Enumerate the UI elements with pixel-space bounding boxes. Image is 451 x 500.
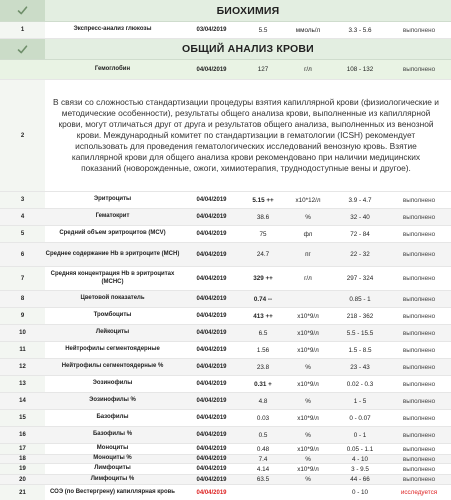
test-name: Цветовой показатель [80,295,145,302]
test-date: 04/04/2019 [196,476,227,483]
test-name: Лимфоциты % [90,475,135,482]
row-number: 3 [20,197,25,203]
row-number: 10 [19,330,26,336]
test-value: 0.74 -- [253,295,273,303]
test-date: 04/04/2019 [196,456,227,462]
test-status: выполнено [402,329,436,337]
test-status: выполнено [402,66,436,73]
row-number: 7 [20,275,25,282]
test-name: Моноциты % [93,455,132,462]
test-reference: 0 - 1 [353,431,367,439]
test-status: выполнено [402,431,436,439]
test-name: Эозинофилы [92,380,133,387]
test-status: выполнено [402,476,436,483]
test-reference: 1 - 5 [353,397,367,405]
table-row [0,60,451,80]
test-name: Эритроциты [93,196,132,203]
test-reference: 0.02 - 0.3 [346,380,374,388]
test-value: 0.31 + [254,380,272,388]
test-name: Эозинофилы % [89,397,136,404]
check-icon [0,0,45,21]
test-status: выполнено [402,213,436,221]
table-row [0,376,451,393]
test-name: Тромбоциты [93,312,132,319]
test-reference: 72 - 84 [350,230,370,238]
test-reference: 1.5 - 8.5 [348,346,372,354]
test-status: выполнено [402,445,436,453]
row-number: 21 [19,489,26,496]
table-row [0,410,451,427]
test-date: 04/04/2019 [196,489,227,496]
test-unit: г/л [304,66,312,73]
test-reference: 108 - 132 [346,66,374,73]
test-date: 04/04/2019 [196,66,227,73]
test-date: 04/04/2019 [196,197,227,203]
section-title: ОБЩИЙ АНАЛИЗ КРОВИ [182,43,314,55]
test-reference: 0.85 - 1 [349,295,371,303]
test-date: 03/04/2019 [196,27,227,33]
table-row [0,427,451,444]
test-status: выполнено [402,455,436,463]
test-status: выполнено [402,275,436,282]
row-number [0,60,45,79]
test-unit: x10*12/л [295,196,321,204]
test-reference: 32 - 40 [350,213,370,221]
test-unit: x10*9/л [297,465,319,473]
table-row [0,22,451,39]
test-unit: фл [303,230,313,238]
test-name: Средняя концентрация Hb в эритроцитах (MCHC) [50,271,175,285]
test-date: 04/04/2019 [196,381,227,387]
test-status: выполнено [402,465,436,473]
test-status: выполнено [402,363,436,371]
test-date: 04/04/2019 [196,231,227,237]
test-value: 5.5 [258,26,268,34]
capillary-blood-note: В связи со сложностью стандартизации процедуры взятия капиллярной крови (физиологические и методические особенности), результаты общего анализа крови, выполненные из капиллярной крови, могут отличаться друг от друга и результатов общего анализа, выполненных из венозной крови. Международный комитет по стандартизации в гематологии (ICSH) рекомендует использовать для проведения гематологических исследований венозную кровь. Взятие капиллярной крови для общего анализа крови рекомендовано при наличии медицинских показаний (новорожденные, ожоги, химиотерапия, труднодоступные вены и другое). [53,97,439,173]
row-number: 9 [20,313,25,319]
test-date: 04/04/2019 [196,432,227,438]
table-row [0,226,451,243]
test-status: исследуется [400,489,438,496]
table-row [0,464,451,475]
test-status: выполнено [402,397,436,405]
test-unit: x10*9/л [297,312,319,320]
table-row [0,393,451,410]
test-reference: 23 - 43 [350,363,370,371]
row-number: 17 [19,446,26,452]
test-reference: 218 - 362 [346,312,374,320]
test-value: 0.03 [256,414,270,422]
test-reference: 0 - 10 [351,489,369,496]
test-value: 413 ++ [253,312,273,320]
section-header-biochemistry [0,0,451,22]
test-reference: 5.5 - 15.5 [346,329,374,337]
row-number: 1 [20,27,25,33]
table-row [0,444,451,455]
table-row [0,342,451,359]
test-value: 0.48 [256,445,270,453]
table-row [0,267,451,291]
row-number: 19 [19,466,26,472]
row-number: 5 [20,231,25,237]
test-status: выполнено [402,251,436,258]
test-name: Базофилы % [92,431,133,438]
test-date: 04/04/2019 [196,296,227,302]
test-reference: 22 - 32 [350,251,370,258]
table-row [0,192,451,209]
table-row [0,485,451,500]
test-value: 329 ++ [253,275,273,282]
row-number: 12 [19,364,26,370]
test-value: 4.14 [256,465,270,473]
test-unit: x10*9/л [297,414,319,422]
test-value: 63.5 [256,476,270,483]
test-unit: ммоль/л [295,26,321,34]
row-number: 6 [20,251,25,258]
test-name: Гемоглобин [94,65,131,72]
row-number: 20 [19,476,26,483]
test-name: Лимфоциты [94,465,131,472]
test-value: 75 [259,230,267,238]
test-name: Лейкоциты [95,329,130,336]
test-date: 04/04/2019 [196,251,227,258]
test-unit: % [305,476,311,483]
test-value: 6.5 [258,329,268,337]
test-value: 1.56 [256,346,270,354]
test-unit: x10*9/л [297,329,319,337]
row-number: 13 [19,381,26,387]
test-reference: 3.3 - 5.6 [348,26,372,34]
test-date: 04/04/2019 [196,415,227,421]
test-status: выполнено [402,312,436,320]
test-value [243,485,283,500]
test-value: 38.6 [256,213,270,221]
test-unit: x10*9/л [297,445,319,453]
test-unit: % [305,431,311,439]
row-number: 8 [20,296,25,302]
test-name: Нейтрофилы сегментоядерные [65,346,160,353]
test-name: Базофилы [96,414,129,421]
test-unit [283,485,333,500]
test-unit: % [305,397,311,405]
row-number: 16 [19,432,26,438]
test-date: 04/04/2019 [196,364,227,370]
row-number: 15 [19,415,26,421]
test-value: 24.7 [256,251,270,258]
test-name: Среднее содержание Hb в эритроците (MCH) [45,250,180,257]
table-row [0,308,451,325]
table-row [0,243,451,267]
test-date: 04/04/2019 [196,446,227,452]
table-row [0,209,451,226]
test-name: Экспресс-анализ глюкозы [73,26,152,33]
test-reference: 44 - 66 [350,476,370,483]
test-name: Нейтрофилы сегментоядерные % [61,363,164,370]
section-title: БИОХИМИЯ [216,4,280,17]
test-unit: x10*9/л [297,346,319,354]
test-date: 04/04/2019 [196,214,227,220]
table-row [0,359,451,376]
test-value: 127 [257,66,269,73]
test-reference: 0.05 - 1.1 [346,445,374,453]
row-number: 18 [19,456,26,462]
table-row [0,475,451,485]
row-number: 4 [20,214,25,220]
test-reference: 3.9 - 4.7 [348,196,372,204]
test-date: 04/04/2019 [196,398,227,404]
test-value: 5.15 ++ [252,196,274,204]
test-name: Моноциты [96,445,129,452]
test-date: 04/04/2019 [196,347,227,353]
test-name: СОЭ (по Вестергрену) капиллярная кровь [49,488,175,495]
test-reference: 297 - 324 [346,275,374,282]
test-value: 0.5 [258,431,268,439]
test-date: 04/04/2019 [196,466,227,472]
test-value: 4.8 [258,397,268,405]
row-number: 11 [19,347,26,353]
test-date: 04/04/2019 [196,330,227,336]
test-unit: % [305,363,311,371]
check-icon [0,39,45,59]
test-status: выполнено [402,295,436,303]
test-status: выполнено [402,414,436,422]
test-status: выполнено [402,26,436,34]
test-unit: пг [305,251,311,258]
test-value: 23.8 [256,363,270,371]
table-row [0,291,451,308]
test-unit: % [305,213,311,221]
test-status: выполнено [402,196,436,204]
test-date: 04/04/2019 [196,313,227,319]
test-reference: 4 - 10 [351,455,369,463]
test-name: Гематокрит [95,213,130,220]
table-row [0,325,451,342]
test-unit: % [305,455,311,463]
test-reference: 0 - 0.07 [349,414,371,422]
test-name: Средний объем эритроцитов (MCV) [59,230,166,237]
test-unit [283,291,333,307]
test-status: выполнено [402,346,436,354]
row-number: 2 [20,132,25,139]
test-value: 7.4 [258,455,268,463]
row-number: 14 [19,398,26,404]
test-unit: x10*9/л [297,380,319,388]
test-status: выполнено [402,230,436,238]
test-reference: 3 - 9.5 [351,465,369,473]
test-unit: г/л [304,275,312,282]
test-status: выполнено [402,380,436,388]
section-header-blood-count [0,39,451,60]
table-row [0,455,451,464]
table-row-note [0,80,451,192]
test-date: 04/04/2019 [196,275,227,282]
